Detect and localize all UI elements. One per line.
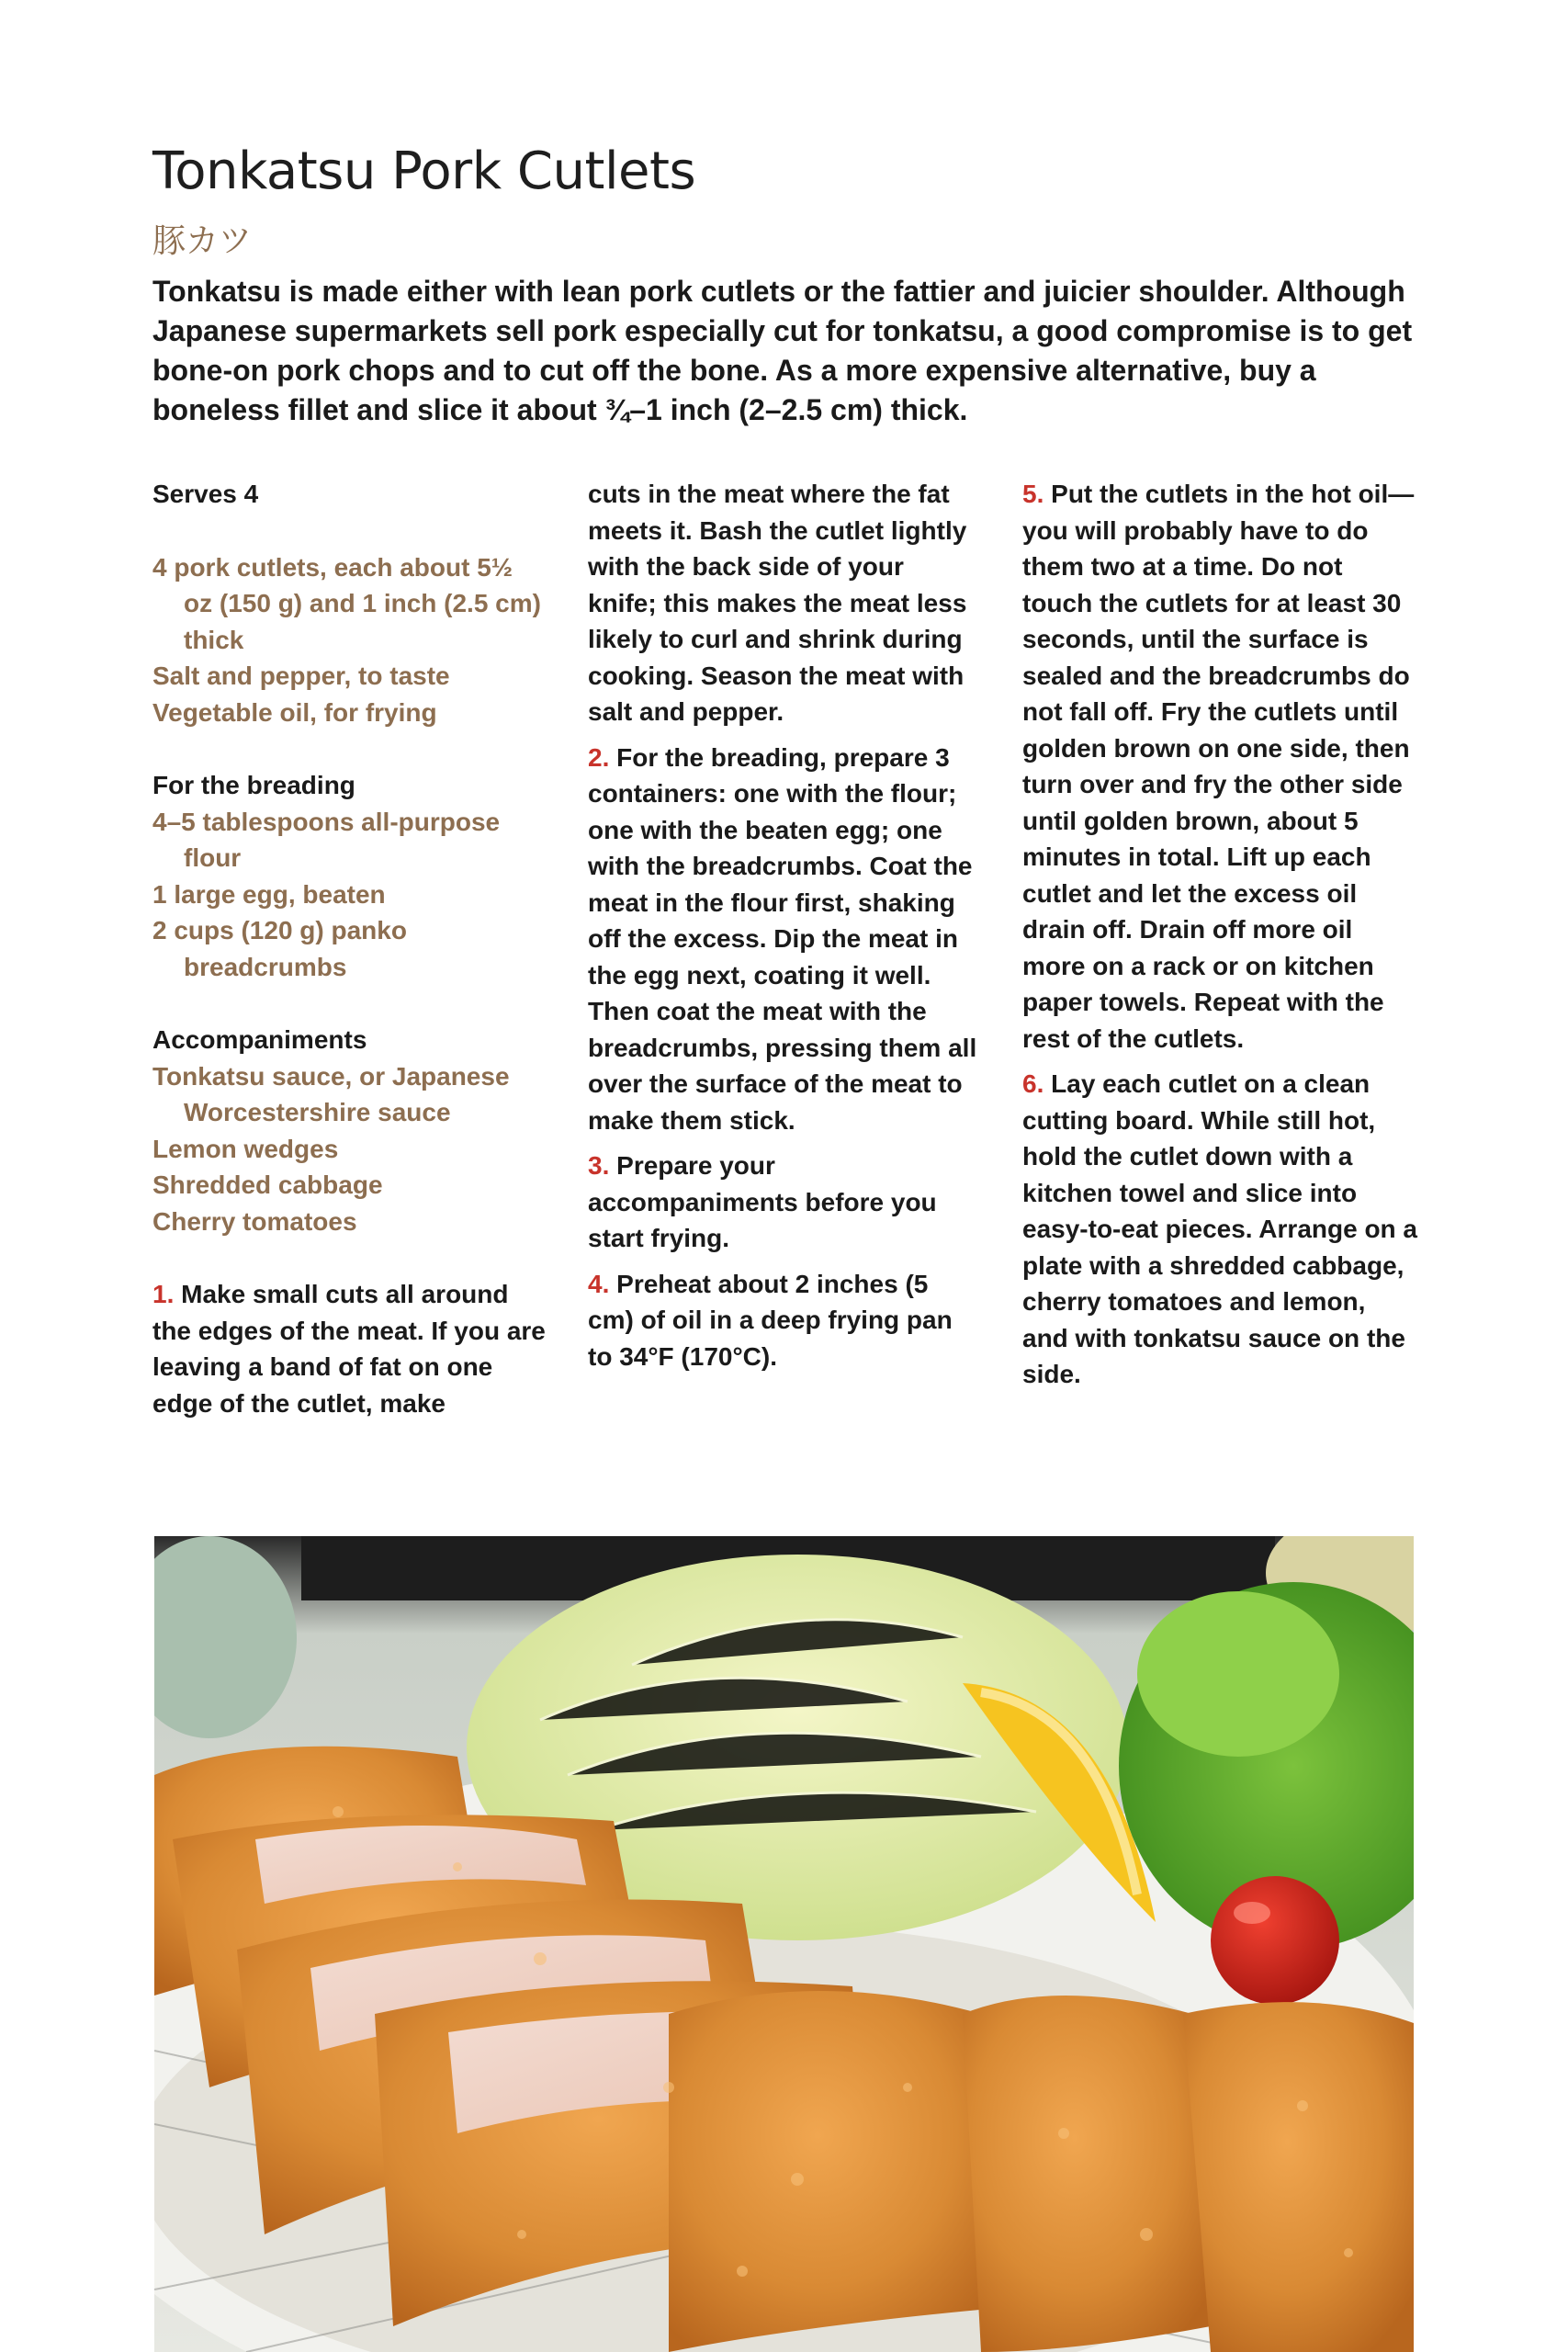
page-title: Tonkatsu Pork Cutlets xyxy=(152,141,696,201)
ingredient-item: Lemon wedges xyxy=(152,1134,339,1163)
ingredient-item: Cherry tomatoes xyxy=(152,1206,357,1236)
ingredient-item: 4–5 tablespoons all-purpose flour xyxy=(152,807,501,872)
intro-paragraph: Tonkatsu is made either with lean pork cutlets or the fattier and juicier shoulder. Although Japanese supermarkets sell pork especially cut for tonkatsu, a good compromise is to get bone-on pork chops and to cut off the bone. As a more expensive alternative, buy a boneless fillet and slice it about ¾–1 inch (2–2.5 cm) thick. xyxy=(152,275,1413,426)
ingredient-item: 2 cups (120 g) panko breadcrumbs xyxy=(152,916,407,981)
column-2 xyxy=(588,476,978,1384)
step-5 xyxy=(1022,476,1417,1057)
step-text: Lay each cutlet on a clean cutting board. While still hot, hold the cutlet down with a kitchen towel and slice into easy-to-eat pieces. Arrange on a plate with a shredded cabbage, cherry tomatoes and lemon, and with tonkatsu sauce on the side. xyxy=(1022,1069,1418,1388)
step-number: 5. xyxy=(1022,480,1044,508)
step-number: 1. xyxy=(152,1280,175,1308)
step-text: cuts in the meat where the fat meets it. Bash the cutlet lightly with the back side of your knife; this makes the meat less likely to curl and shrink during cooking. Season the meat with salt and pepper. xyxy=(588,480,967,726)
column-1 xyxy=(152,476,547,1430)
step-2 xyxy=(588,740,978,1139)
ingredient-item: Tonkatsu sauce, or Japanese Worcestershire sauce xyxy=(152,1061,510,1126)
breading-list xyxy=(152,804,547,986)
step-text: For the breading, prepare 3 containers: one with the flour; one with the beaten egg; one with the breadcrumbs. Coat the meat in the flour first, shaking off the excess. Dip the meat in the egg next, coating it well. Then coat the meat with the breadcrumbs, pressing them all over the surface of the meat to make them stick. xyxy=(588,742,977,1135)
ingredient-item: Salt and pepper, to taste xyxy=(152,662,450,690)
step-4 xyxy=(588,1266,978,1375)
serves-label: Serves 4 xyxy=(152,480,259,508)
accompaniments-heading: Accompaniments xyxy=(152,1025,367,1054)
step-text: Put the cutlets in the hot oil—you will probably have to do them two at a time. Do not touch the cutlets for at least 30 seconds, until the surface is sealed and the breadcrumbs do not fall off. Fry the cutlets until golden brown on one side, then turn over and fry the other side until golden brown, about 5 minutes in total. Lift up each cutlet and let the excess oil drain off. Drain off more oil more on a rack or on kitchen paper towels. Repeat with the rest of the cutlets. xyxy=(1022,480,1415,1053)
tonkatsu-photo xyxy=(154,1536,1414,2352)
japanese-subtitle: 豚カツ xyxy=(152,222,253,260)
step-number: 4. xyxy=(588,1269,610,1298)
step-1-continued xyxy=(588,476,978,730)
step-number: 3. xyxy=(588,1151,610,1180)
ingredient-item: Vegetable oil, for frying xyxy=(152,697,437,727)
step-number: 6. xyxy=(1022,1069,1044,1098)
ingredient-item: 1 large egg, beaten xyxy=(152,879,386,909)
step-text: Make small cuts all around the edges of the meat. If you are leaving a band of fat on one edge of the cutlet, make xyxy=(152,1280,546,1418)
ingredient-item: 4 pork cutlets, each about 5½ oz (150 g) and 1 inch (2.5 cm) thick xyxy=(152,552,541,654)
breading-heading: For the breading xyxy=(152,771,355,799)
step-3 xyxy=(588,1148,978,1257)
ingredient-list xyxy=(152,549,547,731)
column-3 xyxy=(1022,476,1417,1402)
step-text: Prepare your accompaniments before you start frying. xyxy=(588,1151,937,1252)
step-text: Preheat about 2 inches (5 cm) of oil in a deep frying pan to 34°F (170°C). xyxy=(588,1269,953,1371)
accompaniments-list xyxy=(152,1058,547,1240)
step-6 xyxy=(1022,1066,1417,1393)
ingredient-item: Shredded cabbage xyxy=(152,1170,383,1199)
step-1 xyxy=(152,1276,547,1421)
step-number: 2. xyxy=(588,742,610,772)
